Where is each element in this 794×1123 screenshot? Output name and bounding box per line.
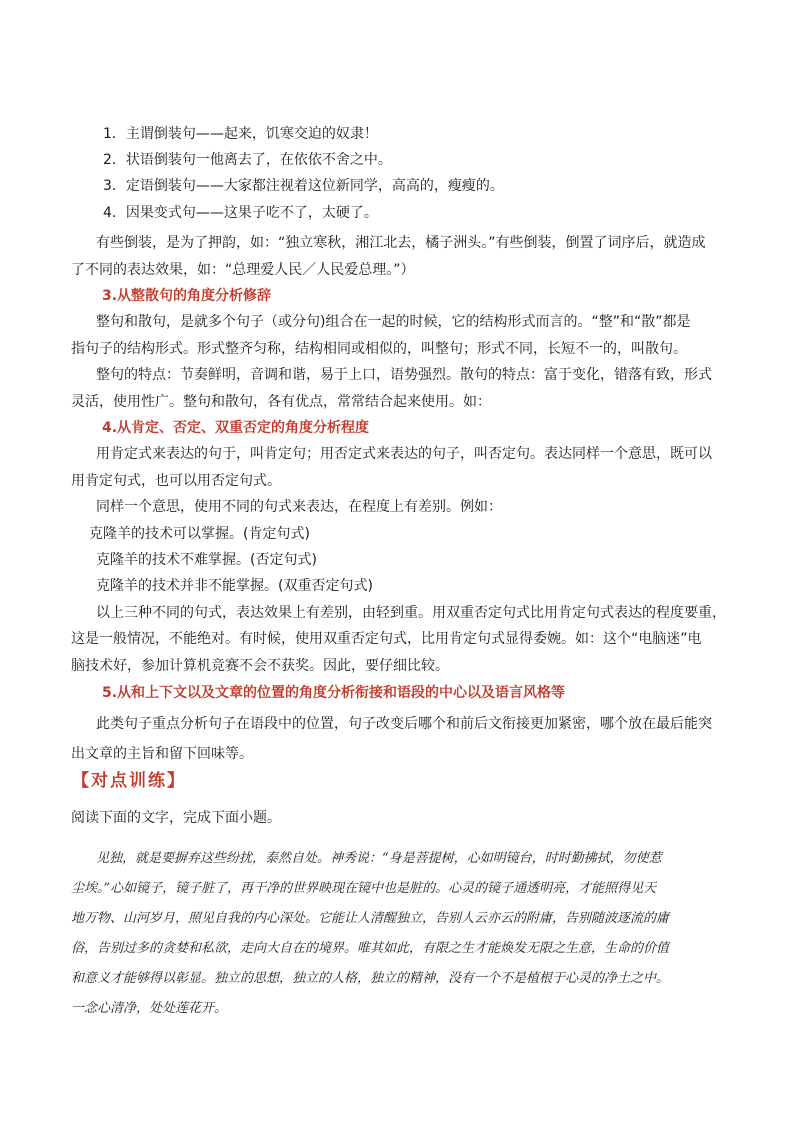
- example-sentence: 克隆羊的技术不难掌握。(否定句式): [96, 552, 317, 568]
- passage-line: 一念心清净，处处莲花开。: [71, 1001, 228, 1016]
- instruction-text: 阅读下面的文字，完成下面小题。: [71, 810, 281, 826]
- paragraph-line: 此类句子重点分析句子在语段中的位置，句子改变后哪个和前后文衔接更加紧密，哪个放在最后能突: [96, 716, 712, 732]
- list-item: 3．定语倒装句——大家都注视着这位新同学，高高的，瘦瘦的。: [103, 178, 504, 194]
- passage-line: 尘埃。”心如镜子，镜子脏了，再干净的世界映现在镜中也是脏的。心灵的镜子通透明亮，才能照得见天: [71, 881, 657, 896]
- paragraph-line: 用肯定句式，也可以用否定句式。: [71, 473, 281, 489]
- passage-line: 俗，告别过多的贪婪和私欲，走向大自在的境界。唯其如此，有限之生才能焕发无限之生意，生命的价值: [71, 941, 670, 956]
- paragraph-line: 出文章的主旨和留下回味等。: [71, 746, 253, 762]
- paragraph-line: 整句和散句，是就多个句子（或分句)组合在一起的时候，它的结构形式而言的。“整”和“散”都是: [96, 314, 691, 330]
- training-title: 【对点训练】: [72, 771, 186, 791]
- section-heading: 5.从和上下文以及文章的位置的角度分析衔接和语段的中心以及语言风格等: [102, 685, 566, 701]
- example-sentence: 克隆羊的技术并非不能掌握。(双重否定句式): [96, 578, 373, 594]
- passage-line: 地万物、山河岁月，照见自我的内心深处。它能让人清醒独立，告别人云亦云的附庸，告别随波逐流的庸: [71, 911, 670, 926]
- paragraph-line: 这是一般情况，不能绝对。有时候，使用双重否定句式，比用肯定句式显得委婉。如：这个“电脑迷”电: [71, 631, 702, 647]
- list-item: 1．主谓倒装句——起来，饥寒交迫的奴隶！: [103, 126, 378, 142]
- paragraph-line: 以上三种不同的句式，表达效果上有差别，由轻到重。用双重否定句式比用肯定句式表达的程度要重，: [96, 605, 726, 621]
- example-sentence: 克隆羊的技术可以掌握。(肯定句式): [89, 526, 310, 542]
- list-item: 2．状语倒装句一他离去了，在依依不舍之中。: [103, 152, 392, 168]
- section-heading: 3.从整散句的角度分析修辞: [102, 288, 272, 304]
- paragraph-line: 指句子的结构形式。形式整齐匀称，结构相同或相似的，叫整句；形式不同，长短不一的，叫散句。: [71, 341, 687, 357]
- list-item: 4．因果变式句——这果子吃不了，太硬了。: [103, 205, 378, 221]
- paragraph-line: 整句的特点：节奏鲜明，音调和谐，易于上口，语势强烈。散句的特点：富于变化，错落有致，形式: [96, 367, 712, 383]
- paragraph-line: 脑技术好，参加计算机竞赛不会不获奖。因此，要仔细比较。: [71, 658, 449, 674]
- paragraph-line: 用肯定式来表达的句于，叫肯定句；用否定式来表达的句子，叫否定句。表达同样一个意思，既可以: [96, 446, 712, 462]
- section-heading: 4.从肯定、否定、双重否定的角度分析程度: [102, 420, 370, 436]
- passage-line: 见独，就是要摒弃这些纷扰，泰然自处。神秀说：“身是菩提树，心如明镜台，时时勤拂拭，勿使惹: [96, 851, 662, 866]
- paragraph-line: 有些倒装，是为了押韵，如：“独立寒秋，湘江北去，橘子洲头。”有些倒装，倒置了词序后，就造成: [96, 235, 706, 251]
- passage-line: 和意义才能够得以彰显。独立的思想，独立的人格，独立的精神，没有一个不是植根于心灵的净土之中。: [71, 971, 670, 986]
- paragraph-line: 同样一个意思，使用不同的句式来表达，在程度上有差别。例如：: [96, 499, 502, 515]
- paragraph-line: 灵活，使用性广。整句和散句，各有优点，常常结合起来使用。如：: [71, 394, 491, 410]
- paragraph-line: 了不同的表达效果，如：“总理爱人民／人民爱总理。”）: [71, 262, 415, 278]
